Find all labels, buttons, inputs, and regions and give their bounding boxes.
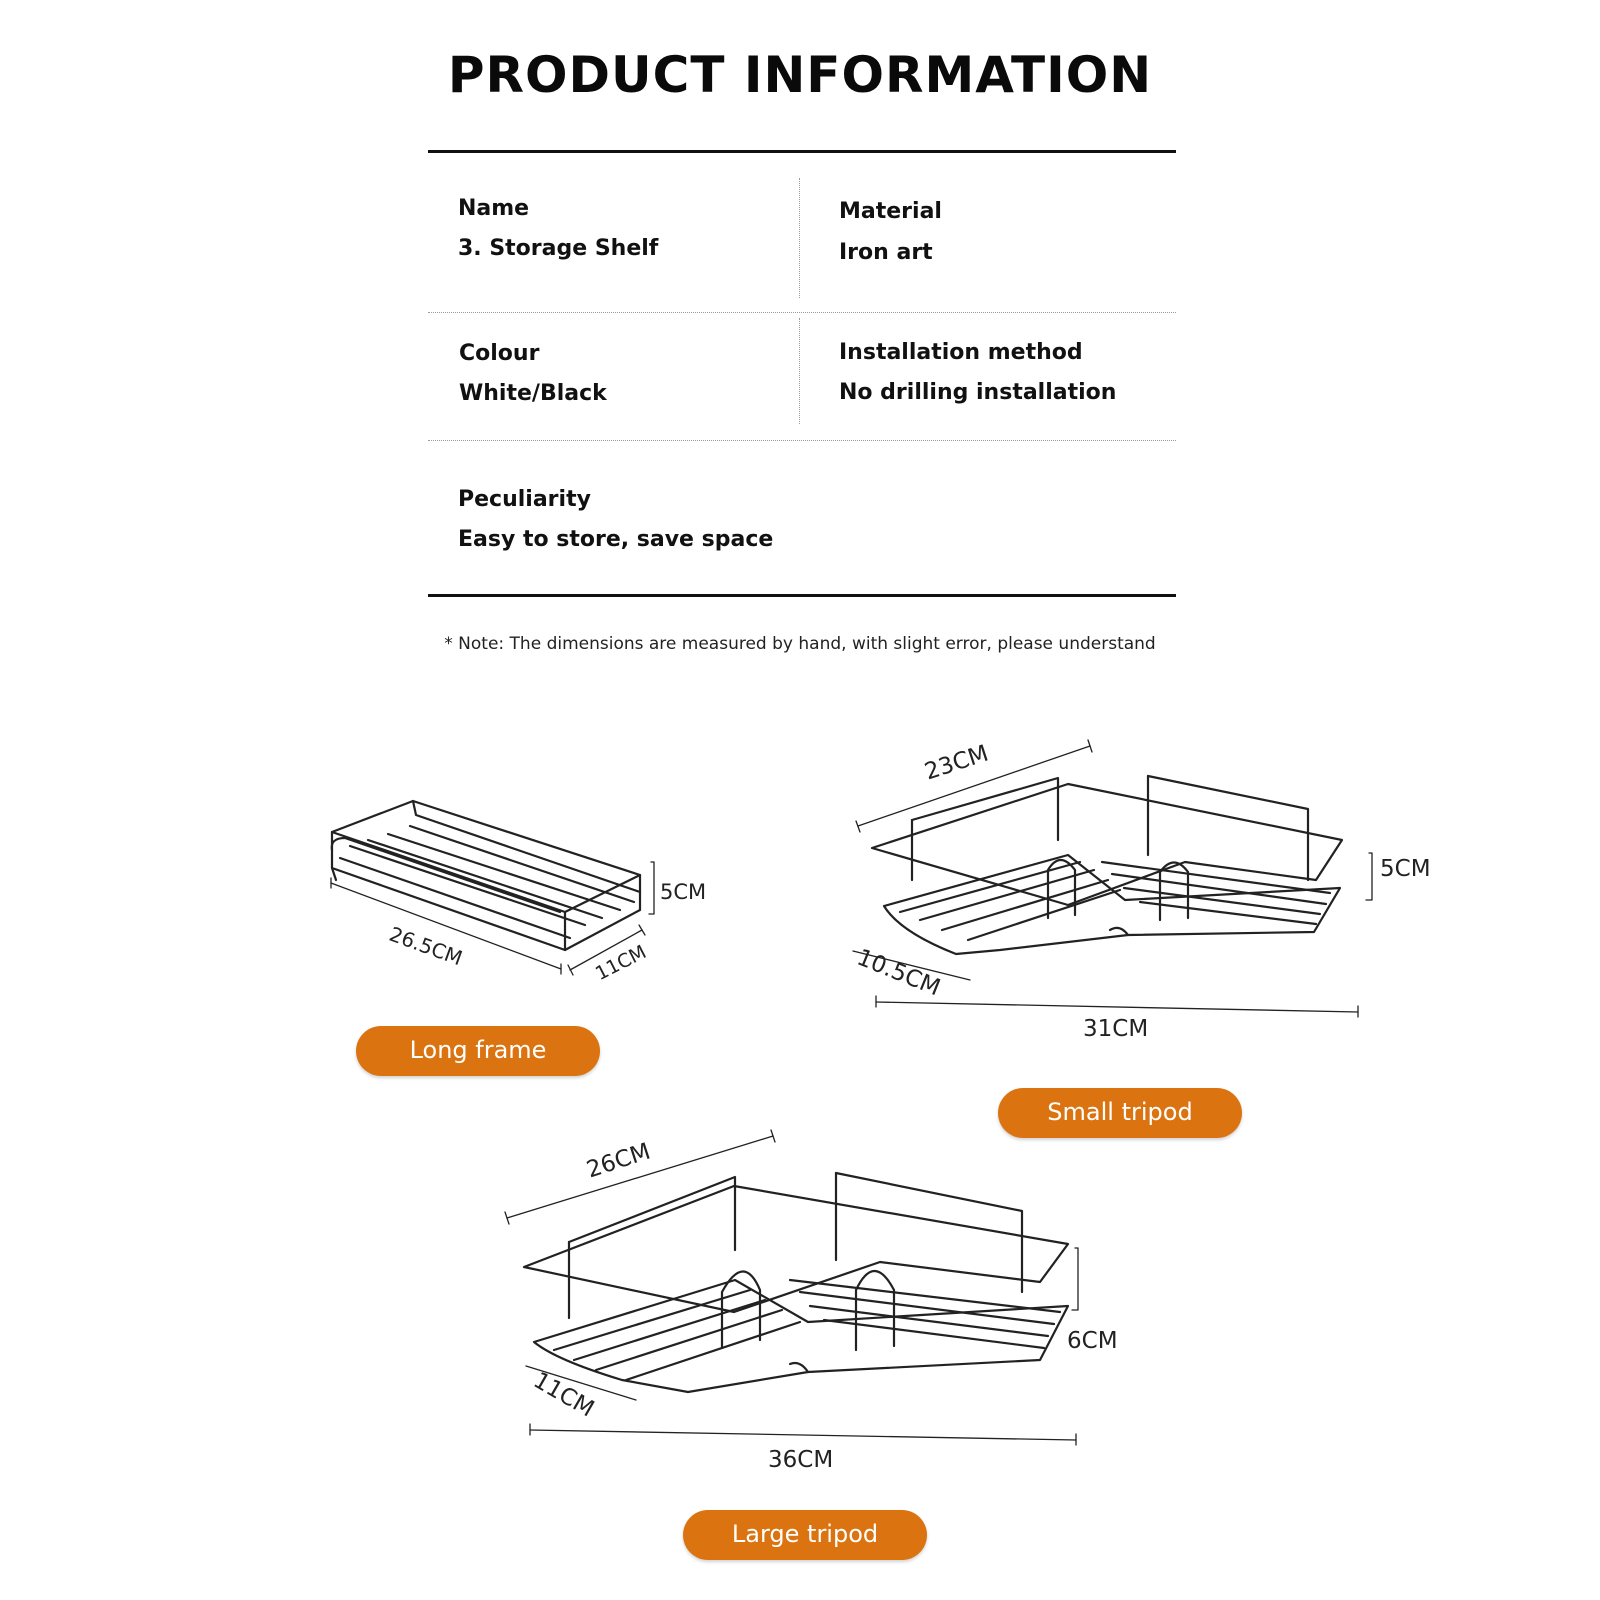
spec-material-label: Material xyxy=(839,199,942,224)
spec-peculiarity-value: Easy to store, save space xyxy=(458,527,774,552)
spec-installation-label: Installation method xyxy=(839,340,1083,365)
large-side-label: 26CM xyxy=(583,1138,654,1184)
page-title: PRODUCT INFORMATION xyxy=(447,46,1153,104)
long-height-label: 5CM xyxy=(660,880,707,904)
spec-name-label: Name xyxy=(458,196,530,221)
small-height-label: 5CM xyxy=(1380,856,1431,882)
large-width-label: 36CM xyxy=(768,1447,834,1473)
spec-installation-value: No drilling installation xyxy=(839,380,1117,405)
spec-name-value: 3. Storage Shelf xyxy=(458,236,659,261)
long-length-label: 26.5CM xyxy=(386,921,466,971)
small-side-label: 23CM xyxy=(921,740,992,786)
spec-colour-value: White/Black xyxy=(459,381,607,406)
spec-material-value: Iron art xyxy=(839,240,933,265)
spec-peculiarity-label: Peculiarity xyxy=(458,487,591,512)
small-tripod-illustration xyxy=(872,776,1342,954)
spec-colour-label: Colour xyxy=(459,341,540,366)
small-width-label: 31CM xyxy=(1083,1016,1149,1042)
large-tripod-badge: Large tripod xyxy=(683,1510,927,1560)
small-depth-label: 10.5CM xyxy=(853,944,944,1002)
long-frame-illustration xyxy=(332,801,640,950)
large-tripod-illustration xyxy=(524,1173,1068,1392)
long-frame-badge: Long frame xyxy=(356,1026,600,1076)
small-tripod-badge: Small tripod xyxy=(998,1088,1242,1138)
large-depth-label: 11CM xyxy=(528,1367,599,1423)
measurement-note: * Note: The dimensions are measured by hand, with slight error, please understand xyxy=(444,634,1156,654)
long-depth-label: 11CM xyxy=(591,940,650,986)
large-height-label: 6CM xyxy=(1067,1328,1118,1354)
